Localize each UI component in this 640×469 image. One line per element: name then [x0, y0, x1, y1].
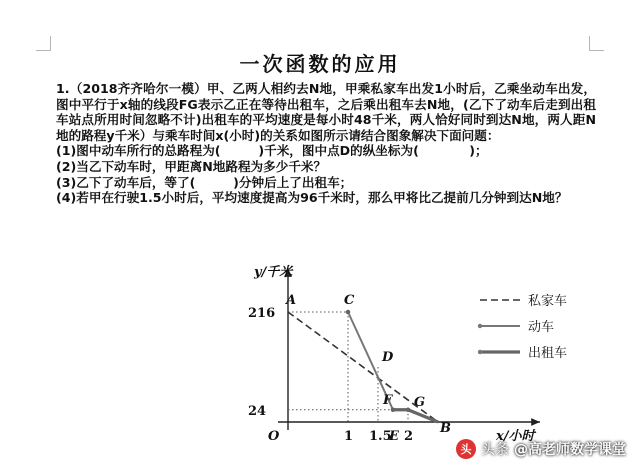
legend-dot-1 — [478, 324, 482, 328]
question-1: (1)图中动车所行的总路程为( )千米，图中点D的纵坐标为( )； — [56, 143, 488, 159]
legend-label-0: 私家车 — [528, 294, 568, 309]
x-tick-label-0: 1 — [344, 429, 354, 444]
source-account: @高老师数学课堂 — [514, 442, 626, 458]
point-label-F: F — [383, 392, 393, 408]
page-title: 一次函数的应用 — [239, 52, 401, 76]
function-graph — [230, 262, 640, 462]
legend-label-2: 出租车 — [528, 346, 568, 361]
x-axis-label: x/小时 — [496, 429, 535, 444]
legend-label-1: 动车 — [528, 320, 555, 335]
legend-dot-2 — [478, 350, 482, 354]
x-tick-label-3: 2 — [404, 429, 414, 444]
brand-name: 头条 — [481, 442, 509, 458]
vertex-dot-0 — [346, 310, 351, 315]
question-2: (2)当乙下动车时，甲距离N地路程为多少千米？ — [56, 158, 327, 174]
point-label-D: D — [382, 350, 394, 365]
x-tick-label-2: E — [389, 429, 399, 444]
question-4: (4)若甲在行驶1.5小时后，平均速度提高为96千米时，那么甲将比乙提前几分钟到达N地？ — [56, 190, 568, 206]
problem-text — [56, 81, 596, 206]
point-label-A: A — [286, 293, 297, 308]
toutiao-logo-icon: 头 — [456, 439, 476, 459]
series-line-出租车 — [393, 410, 438, 422]
vertex-dot-1 — [391, 407, 396, 412]
y-tick-label-0: 216 — [248, 306, 276, 321]
origin-label: O — [268, 429, 280, 444]
point-label-B: B — [440, 421, 451, 436]
watermark-footer — [456, 439, 626, 459]
question-3: (3)乙下了动车后，等了( )分钟后上了出租车； — [56, 174, 353, 190]
y-tick-label-1: 24 — [248, 403, 267, 419]
problem-intro: 1.（2018齐齐哈尔一模）甲、乙两人相约去N地，甲乘私家车出发1小时后，乙乘坐动车出发，图中平行于x轴的线段FG表示乙正在等待出租车，之后乘出租车去N地，(乙下了动车后走到出租车站点所用时间忽略不计)出租车的平均速度是每小时48千米，两人恰好同时到达N地，两人距N地的路程y千米）与乘车时间x(小时)的关系如图所示请结合图象解决下面问题： — [56, 81, 596, 143]
y-axis-label: y/千米 — [254, 265, 293, 280]
point-label-C: C — [344, 293, 355, 308]
x-tick-label-1: 1.5 — [369, 429, 392, 444]
point-label-G: G — [414, 394, 426, 410]
vertex-dot-2 — [406, 407, 411, 412]
